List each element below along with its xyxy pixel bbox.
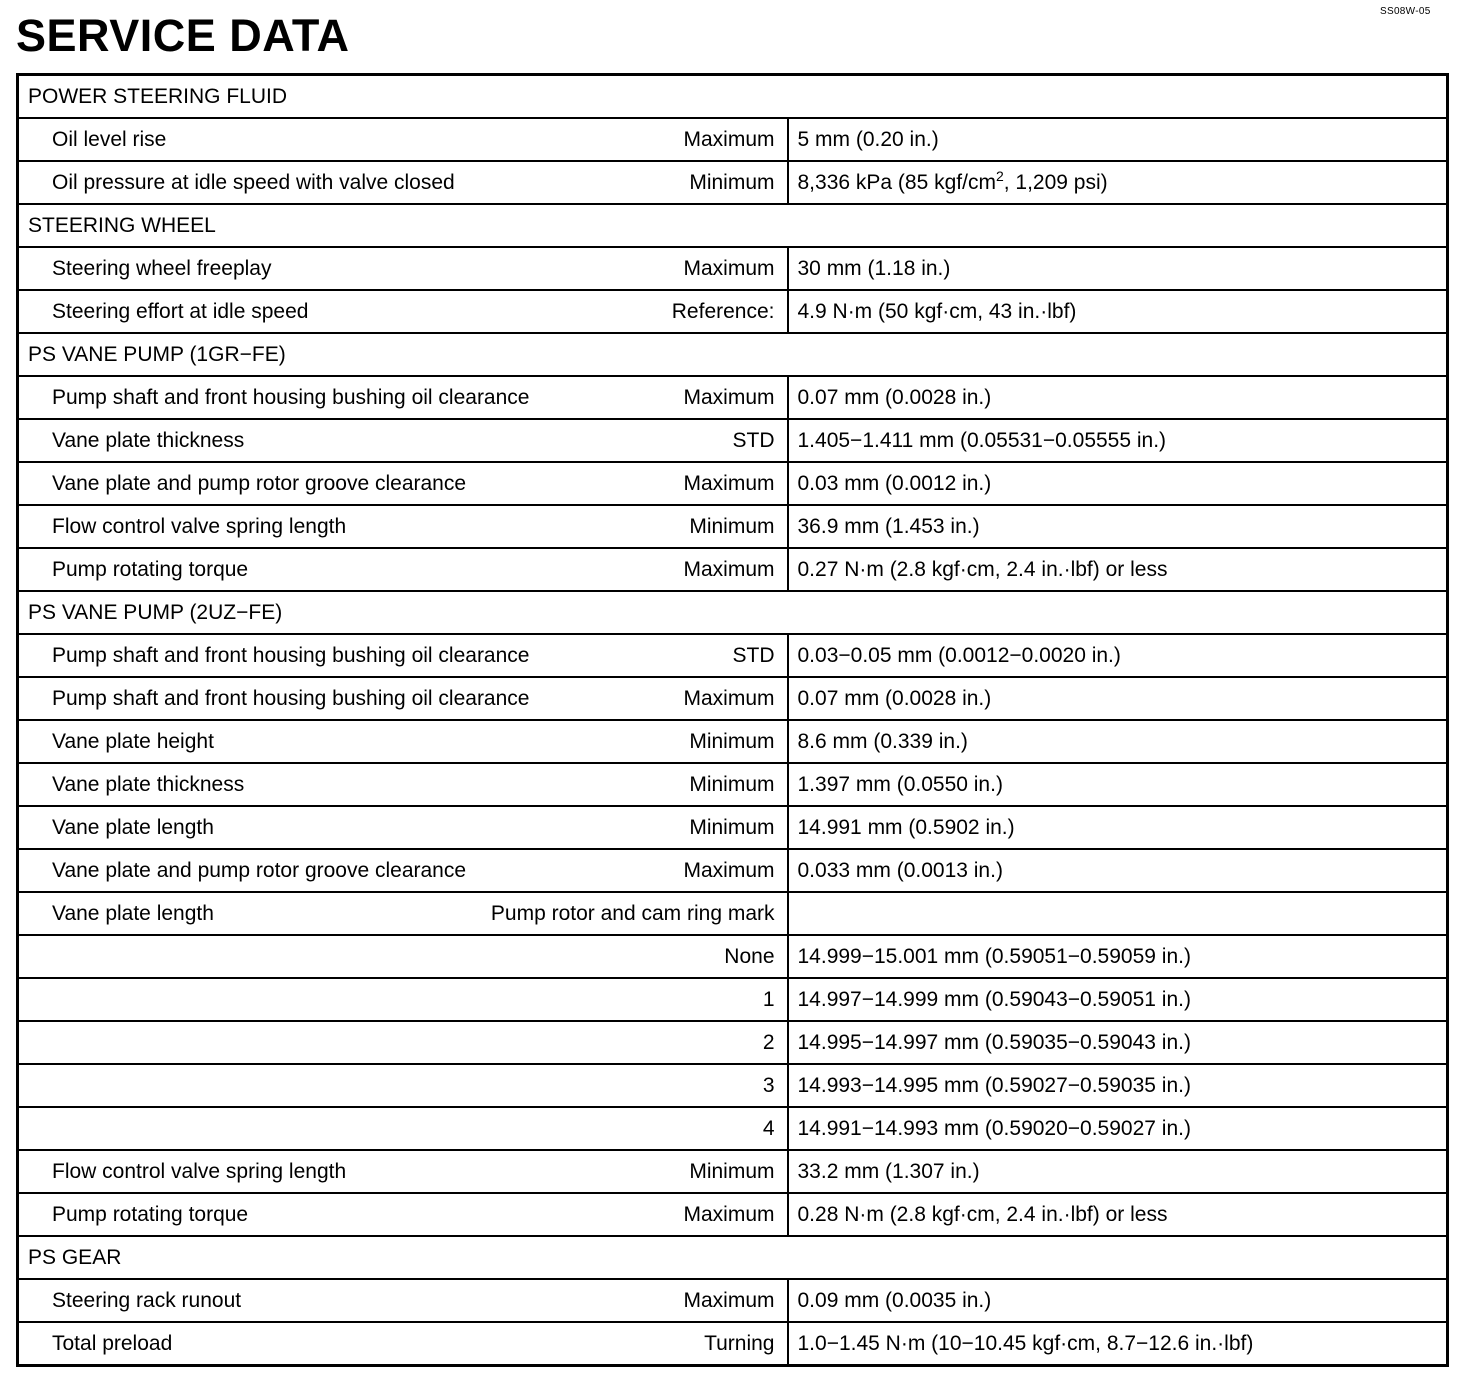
spec-value: 0.09 mm (0.0035 in.) xyxy=(788,1279,1448,1322)
spec-condition: Maximum xyxy=(478,462,788,505)
table-row xyxy=(18,118,1448,161)
spec-value: 30 mm (1.18 in.) xyxy=(788,247,1448,290)
spec-item: Vane plate and pump rotor groove clearance xyxy=(18,462,478,505)
spec-value: 0.07 mm (0.0028 in.) xyxy=(788,677,1448,720)
spec-item: Total preload xyxy=(18,1322,478,1366)
spec-item: Vane plate length xyxy=(18,806,478,849)
table-row xyxy=(18,548,1448,591)
spec-value: 0.07 mm (0.0028 in.) xyxy=(788,376,1448,419)
spec-condition: Minimum xyxy=(478,161,788,204)
table-row xyxy=(18,892,1448,935)
spec-condition: Reference: xyxy=(478,290,788,333)
table-row xyxy=(18,419,1448,462)
spec-item xyxy=(18,1064,478,1107)
section-title: POWER STEERING FLUID xyxy=(18,75,1448,119)
table-row xyxy=(18,806,1448,849)
spec-condition: 4 xyxy=(478,1107,788,1150)
spec-condition: Maximum xyxy=(478,376,788,419)
spec-condition: STD xyxy=(478,634,788,677)
spec-condition: Maximum xyxy=(478,118,788,161)
section-title: PS VANE PUMP (1GR−FE) xyxy=(18,333,1448,376)
spec-item xyxy=(18,1021,478,1064)
document-code: SS08W-05 xyxy=(1380,6,1431,17)
spec-item xyxy=(18,978,478,1021)
spec-condition: Maximum xyxy=(478,849,788,892)
spec-item: Vane plate thickness xyxy=(18,763,478,806)
table-row xyxy=(18,376,1448,419)
spec-value: 14.991−14.993 mm (0.59020−0.59027 in.) xyxy=(788,1107,1448,1150)
spec-item: Pump rotating torque xyxy=(18,548,478,591)
spec-value: 14.993−14.995 mm (0.59027−0.59035 in.) xyxy=(788,1064,1448,1107)
spec-condition: Maximum xyxy=(478,247,788,290)
spec-value: 0.27 N·m (2.8 kgf·cm, 2.4 in.·lbf) or less xyxy=(788,548,1448,591)
table-row xyxy=(18,978,1448,1021)
table-row xyxy=(18,720,1448,763)
spec-item: Vane plate height xyxy=(18,720,478,763)
table-row xyxy=(18,1322,1448,1366)
spec-value: 1.397 mm (0.0550 in.) xyxy=(788,763,1448,806)
spec-item: Oil pressure at idle speed with valve closed xyxy=(18,161,478,204)
table-row xyxy=(18,677,1448,720)
section-header-row xyxy=(18,591,1448,634)
spec-item: Pump shaft and front housing bushing oil clearance xyxy=(18,677,478,720)
spec-item: Steering rack runout xyxy=(18,1279,478,1322)
spec-condition: Pump rotor and cam ring mark xyxy=(478,892,788,935)
table-row xyxy=(18,290,1448,333)
spec-value: 14.991 mm (0.5902 in.) xyxy=(788,806,1448,849)
spec-value: 0.033 mm (0.0013 in.) xyxy=(788,849,1448,892)
spec-value-tail: , 1,209 psi) xyxy=(1003,170,1108,194)
spec-value: 14.999−15.001 mm (0.59051−0.59059 in.) xyxy=(788,935,1448,978)
spec-value: 8.6 mm (0.339 in.) xyxy=(788,720,1448,763)
spec-item xyxy=(18,935,478,978)
spec-condition: 3 xyxy=(478,1064,788,1107)
table-row xyxy=(18,1064,1448,1107)
spec-condition: Maximum xyxy=(478,1279,788,1322)
spec-value: 14.995−14.997 mm (0.59035−0.59043 in.) xyxy=(788,1021,1448,1064)
spec-value: 36.9 mm (1.453 in.) xyxy=(788,505,1448,548)
spec-value: 4.9 N·m (50 kgf·cm, 43 in.·lbf) xyxy=(788,290,1448,333)
service-data-body xyxy=(18,75,1448,1366)
spec-value-superscript: 2 xyxy=(995,167,1004,184)
spec-item: Flow control valve spring length xyxy=(18,505,478,548)
spec-item xyxy=(18,1107,478,1150)
spec-item: Flow control valve spring length xyxy=(18,1150,478,1193)
spec-condition: Minimum xyxy=(478,505,788,548)
spec-condition: STD xyxy=(478,419,788,462)
spec-value: 0.28 N·m (2.8 kgf·cm, 2.4 in.·lbf) or less xyxy=(788,1193,1448,1236)
service-data-table xyxy=(16,73,1449,1367)
spec-value xyxy=(788,892,1448,935)
spec-condition: Maximum xyxy=(478,1193,788,1236)
spec-value: 1.0−1.45 N·m (10−10.45 kgf·cm, 8.7−12.6 in.·lbf) xyxy=(788,1322,1448,1366)
section-title: STEERING WHEEL xyxy=(18,204,1448,247)
spec-item: Steering wheel freeplay xyxy=(18,247,478,290)
spec-value: 14.997−14.999 mm (0.59043−0.59051 in.) xyxy=(788,978,1448,1021)
spec-condition: Minimum xyxy=(478,720,788,763)
table-row xyxy=(18,247,1448,290)
spec-item: Vane plate length xyxy=(18,892,478,935)
spec-item: Pump shaft and front housing bushing oil clearance xyxy=(18,634,478,677)
table-row xyxy=(18,161,1448,204)
spec-value: 1.405−1.411 mm (0.05531−0.05555 in.) xyxy=(788,419,1448,462)
spec-condition: Turning xyxy=(478,1322,788,1366)
spec-value: 33.2 mm (1.307 in.) xyxy=(788,1150,1448,1193)
table-row xyxy=(18,1107,1448,1150)
spec-item: Vane plate and pump rotor groove clearance xyxy=(18,849,478,892)
spec-value xyxy=(788,161,1448,204)
spec-item: Oil level rise xyxy=(18,118,478,161)
spec-item: Pump shaft and front housing bushing oil clearance xyxy=(18,376,478,419)
spec-condition: Minimum xyxy=(478,1150,788,1193)
page-title: SERVICE DATA xyxy=(16,10,350,61)
spec-value: 0.03 mm (0.0012 in.) xyxy=(788,462,1448,505)
table-row xyxy=(18,505,1448,548)
spec-condition: Minimum xyxy=(478,763,788,806)
spec-condition: 1 xyxy=(478,978,788,1021)
spec-condition: Maximum xyxy=(478,677,788,720)
spec-condition: Minimum xyxy=(478,806,788,849)
table-row xyxy=(18,763,1448,806)
spec-value: 0.03−0.05 mm (0.0012−0.0020 in.) xyxy=(788,634,1448,677)
spec-value: 5 mm (0.20 in.) xyxy=(788,118,1448,161)
section-header-row xyxy=(18,204,1448,247)
spec-item: Vane plate thickness xyxy=(18,419,478,462)
section-header-row xyxy=(18,75,1448,119)
spec-value-text: 8,336 kPa (85 kgf/cm xyxy=(797,170,996,194)
table-row xyxy=(18,634,1448,677)
spec-item: Steering effort at idle speed xyxy=(18,290,478,333)
spec-item: Pump rotating torque xyxy=(18,1193,478,1236)
section-title: PS VANE PUMP (2UZ−FE) xyxy=(18,591,1448,634)
table-row xyxy=(18,1193,1448,1236)
spec-condition: None xyxy=(478,935,788,978)
table-row xyxy=(18,1150,1448,1193)
section-title: PS GEAR xyxy=(18,1236,1448,1279)
table-row xyxy=(18,1021,1448,1064)
table-row xyxy=(18,849,1448,892)
section-header-row xyxy=(18,333,1448,376)
table-row xyxy=(18,1279,1448,1322)
spec-condition: Maximum xyxy=(478,548,788,591)
table-row xyxy=(18,935,1448,978)
section-header-row xyxy=(18,1236,1448,1279)
table-row xyxy=(18,462,1448,505)
spec-condition: 2 xyxy=(478,1021,788,1064)
